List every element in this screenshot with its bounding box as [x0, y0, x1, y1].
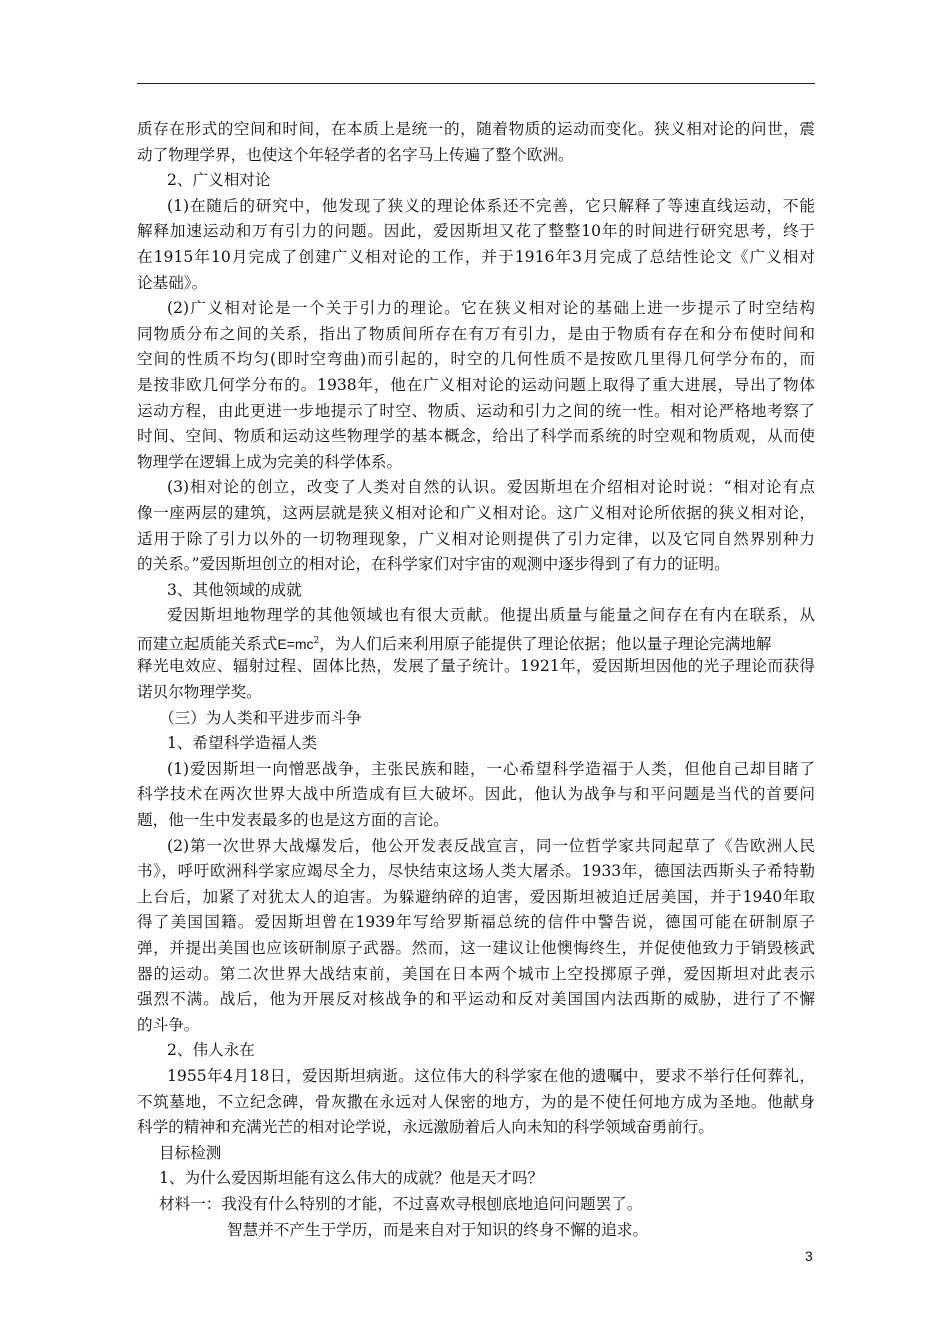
text-line: (1)爱因斯坦一向憎恶战争，主张民族和睦，一心希望科学造福于人类，但他自己却目睹了: [167, 759, 815, 778]
section-heading: （三）为人类和平进步而斗争: [159, 708, 362, 727]
section-heading: 2、广义相对论: [167, 171, 271, 190]
text-line: 器的运动。第二次世界大战结束前，美国在日本两个城市上空投掷原子弹，爱因斯坦对此表示: [137, 964, 815, 983]
text-line: (3)相对论的创立，改变了人类对自然的认识。爱因斯坦在介绍相对论时说：“相对论有点: [167, 478, 815, 497]
text-line: 上台后，加紧了对犹太人的迫害。为躲避纳碎的迫害，爱因斯坦被迫迁居美国，并于1940年取: [137, 887, 815, 906]
text-line: 科学技术在两次世界大战中所造成有巨大破坏。因此，他认为战争与和平问题是当代的首要问: [137, 785, 815, 804]
text-line: 不筑墓地，不立纪念碑，骨灰撒在永远对人保密的地方，为的是不使任何地方成为圣地。他献身: [137, 1092, 815, 1111]
text-line: 1955年4月18日，爱因斯坦病逝。这位伟大的科学家在他的遗嘱中，要求不举行任何葬礼，: [167, 1066, 815, 1085]
page-number: 3: [805, 1248, 813, 1264]
text-line: 科学的精神和充满光芒的相对论学说，永远激励着后人向未知的科学领域奋勇前行。: [137, 1118, 714, 1137]
section-heading: 1、希望科学造福人类: [167, 734, 318, 753]
text-line: 释光电效应、辐射过程、固体比热，发展了量子统计。1921年，爱因斯坦因他的光子理论而获得: [137, 657, 815, 676]
header-rule: [137, 83, 815, 84]
text-line: 弹，并提出美国也应该研制原子武器。然而，这一建议让他懊悔终生，并促使他致力于销毁核武: [137, 939, 815, 957]
text-line: [137, 629, 815, 655]
section-heading: 3、其他领域的成就: [167, 580, 302, 599]
material-quote: 智慧并不产生于学历，而是来自对于知识的终身不懈的追求。: [227, 1220, 649, 1239]
text-line: 强烈不满。战后，他为开展反对核战争的和平运动和反对美国国内法西斯的威胁，进行了不懈: [137, 990, 815, 1009]
text-line: (2)第一次世界大战爆发后，他公开发表反战宣言，同一位哲学家共同起草了《告欧洲人民: [167, 836, 815, 855]
text-line: 动了物理学界，也使这个年轻学者的名字马上传遍了整个欧洲。: [137, 145, 574, 164]
text-line: 空间的性质不均匀(即时空弯曲)而引起的，时空的几何性质不是按欧几里得几何学分布的，而: [137, 350, 815, 369]
text-line: 的斗争。: [137, 1015, 200, 1034]
text-line: 论基础》。: [137, 273, 208, 292]
text-line: 爱因斯坦地物理学的其他领域也有很大贡献。他提出质量与能量之间存在有内在联系，从: [167, 606, 815, 625]
question: 1、为什么爱因斯坦能有这么伟大的成就？他是天才吗？: [159, 1169, 544, 1188]
text-line: 得了美国国籍。爱因斯坦曾在1939年写给罗斯福总统的信件中警告说，德国可能在研制原子: [137, 913, 815, 932]
section-heading: 2、伟人永在: [167, 1041, 255, 1060]
text-line: 书》，呼吁欧洲科学家应竭尽全力，尽快结束这场人类大屠杀。1933年，德国法西斯头子希特勒: [137, 862, 815, 881]
material-quote: 材料一：我没有什么特别的才能，不过喜欢寻根刨底地追问问题罢了。: [159, 1194, 643, 1213]
text-line: 是按非欧几何学分布的。1938年，他在广义相对论的运动问题上取得了重大进展，导出了物体: [137, 375, 815, 394]
text-segment: ，为人们后来利用原子能提供了理论依据；他以量子理论完满地解: [319, 635, 772, 654]
text-line: 的关系。”爱因斯坦创立的相对论，在科学家们对宇宙的观测中逐步得到了有力的证明。: [137, 555, 730, 574]
text-line: 解释加速运动和万有引力的问题。因此，爱因斯坦又花了整整10年的时间进行研究思考，终于: [137, 222, 815, 241]
text-line: 适用于除了引力以外的一切物理现象，广义相对论则提供了引力定律，以及它同自然界别种力: [137, 529, 815, 548]
text-line: 像一座两层的建筑，这两层就是狭义相对论和广义相对论。这广义相对论所依据的狭义相对论，: [137, 503, 815, 522]
section-heading: 目标检测: [159, 1143, 222, 1162]
text-line: 同物质分布之间的关系，指出了物质间所存在有万有引力，是由于物质有存在和分布使时间和: [137, 324, 815, 343]
formula-exponent: 2: [313, 635, 320, 646]
text-line: (2)广义相对论是一个关于引力的理论。它在狭义相对论的基础上进一步提示了时空结构: [167, 299, 815, 318]
text-line: 质存在形式的空间和时间，在本质上是统一的，随着物质的运动而变化。狭义相对论的问世，震: [137, 120, 815, 138]
formula: E=mc: [277, 636, 314, 653]
text-line: 诺贝尔物理学奖。: [137, 683, 262, 702]
text-line: 在1915年10月完成了创建广义相对论的工作，并于1916年3月完成了总结性论文《广义相对: [137, 247, 815, 266]
text-line: (1)在随后的研究中，他发现了狭义的理论体系还不完善，它只解释了等速直线运动，不能: [167, 196, 815, 215]
text-line: 时间、空间、物质和运动这些物理学的基本概念，给出了科学而系统的时空观和物质观，从而使: [137, 427, 815, 446]
document-body: [137, 117, 815, 1243]
text-line: 题，他一生中发表最多的也是这方面的言论。: [137, 811, 449, 830]
text-segment: 而建立起质能关系式: [137, 635, 278, 654]
text-line: 运动方程，由此更进一步地提示了时空、物质、运动和引力之间的统一性。相对论严格地考察了: [137, 401, 815, 420]
text-line: 物理学在逻辑上成为完美的科学体系。: [137, 452, 403, 471]
